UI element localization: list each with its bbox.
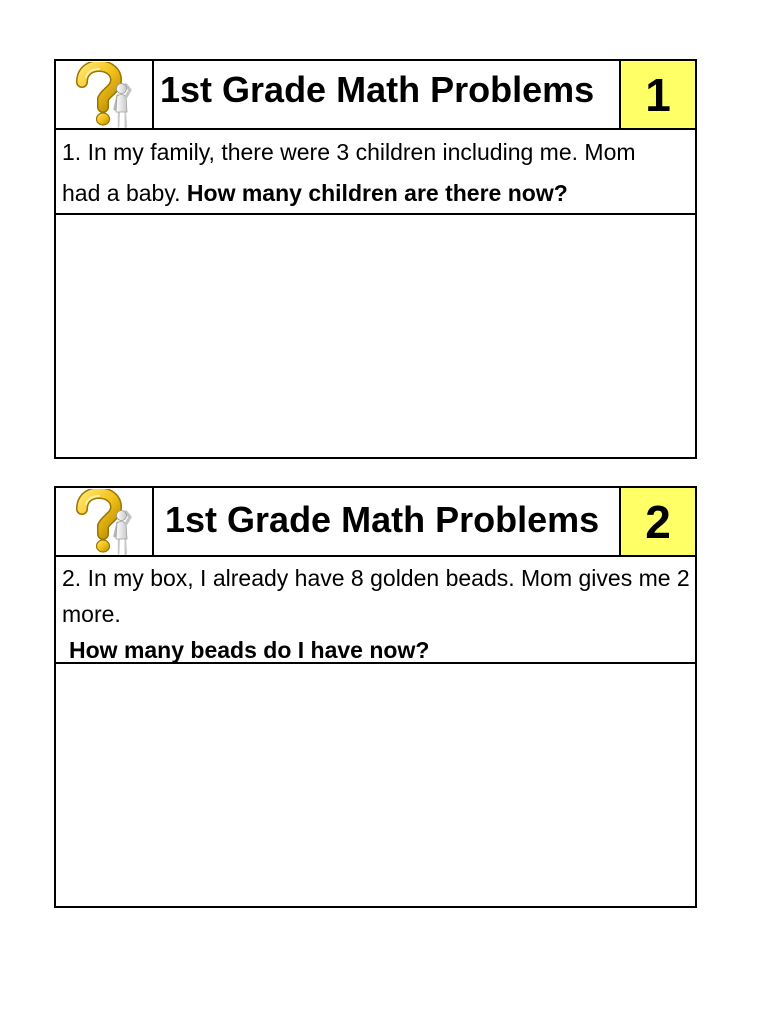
problem-line-text: had a baby. <box>62 180 181 206</box>
problem-number: 1 <box>621 61 695 128</box>
card-title: 1st Grade Math Problems <box>154 61 621 128</box>
problem-text <box>56 130 695 215</box>
answer-box <box>56 215 695 457</box>
question-mark-person-icon <box>56 62 152 128</box>
problem-line: 2. In my box, I already have 8 golden beads. Mom gives me 2 <box>62 565 690 591</box>
question-mark-shape <box>82 493 116 552</box>
problem-card-1 <box>54 59 697 459</box>
person-figure <box>115 83 130 126</box>
problem-question: How many children are there now? <box>186 180 568 206</box>
person-figure <box>115 510 130 553</box>
problem-line <box>62 173 695 214</box>
problem-number: 2 <box>621 488 695 555</box>
icon-cell <box>56 488 154 555</box>
problem-line: 1. In my family, there were 3 children including me. Mom <box>62 139 636 165</box>
question-mark-shape <box>82 66 116 125</box>
question-mark-person-icon <box>56 489 152 555</box>
card-header <box>56 488 695 557</box>
answer-box <box>56 664 695 906</box>
card-header <box>56 61 695 130</box>
card-title: 1st Grade Math Problems <box>154 488 621 555</box>
problem-text <box>56 557 695 664</box>
problem-line: more. <box>62 601 121 627</box>
problem-card-2 <box>54 486 697 908</box>
problem-question: How many beads do I have now? <box>69 637 430 663</box>
icon-cell <box>56 61 154 128</box>
